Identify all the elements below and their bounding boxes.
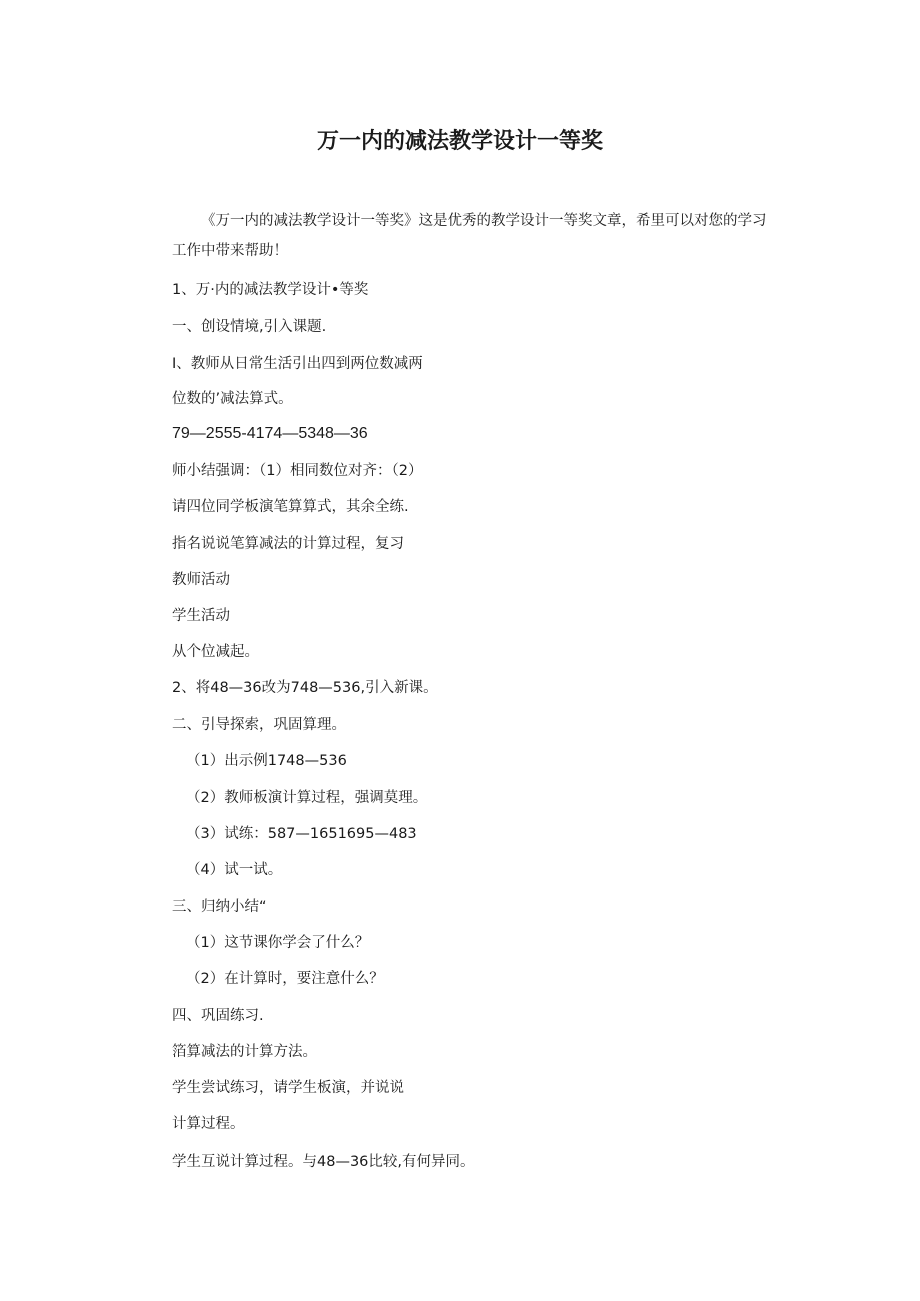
document-title: 万一内的减法教学设计一等奖 [316,129,603,154]
list-item: （2）在计算时，要注意什么？ [186,971,384,987]
list-item: （4）试一试。 [186,862,283,878]
list-item: （2）教师板演计算过程，强调莫理。 [186,790,428,806]
text-line: 从个位减起。 [172,644,259,660]
list-item: （1）这节课你学会了什么？ [186,935,370,951]
text-line: 计算过程。 [172,1116,245,1132]
text-line: 2、将48—36改为748—536,引入新课。 [172,680,438,696]
text-line: 学生尝试练习，请学生板演，并说说 [172,1080,404,1096]
text-line: 箔算减法的计算方法。 [172,1044,317,1060]
list-item: （1）出示例1748—536 [186,753,347,769]
section-heading-1: 1、万·内的减法教学设计•等奖 [172,282,369,298]
text-line: 师小结强调：（1）相同数位对齐：（2） [172,463,423,479]
text-line: 教师活动 [172,572,230,588]
text-line: 学生互说计算过程。与48—36比较,有何异同。 [172,1154,475,1170]
text-line: 位数的’减法算式。 [172,391,293,407]
section-heading-summary: 三、归纳小结“ [172,899,267,915]
intro-paragraph: 《万一内的减法教学设计一等奖》这是优秀的教学设计一等奖文章，希里可以对您的学习工作中带来帮助！ [172,213,767,259]
text-line: 指名说说笔算减法的计算过程，复习 [172,536,404,552]
list-item: （3）试练：587—1651695—483 [186,826,417,842]
text-line: I、教师从日常生活引出四到两位数减两 [172,356,423,372]
section-heading-explore: 二、引导探索，巩固算理。 [172,717,346,733]
section-heading-practice: 四、巩固练习. [172,1008,264,1024]
equation-line: 79—2555-4174—5348—36 [172,425,368,442]
section-heading-create-context: 一、创设情境,引入课题. [172,319,327,335]
text-line: 请四位同学板演笔算算式，其余全练. [172,499,409,515]
text-line: 学生活动 [172,608,230,624]
